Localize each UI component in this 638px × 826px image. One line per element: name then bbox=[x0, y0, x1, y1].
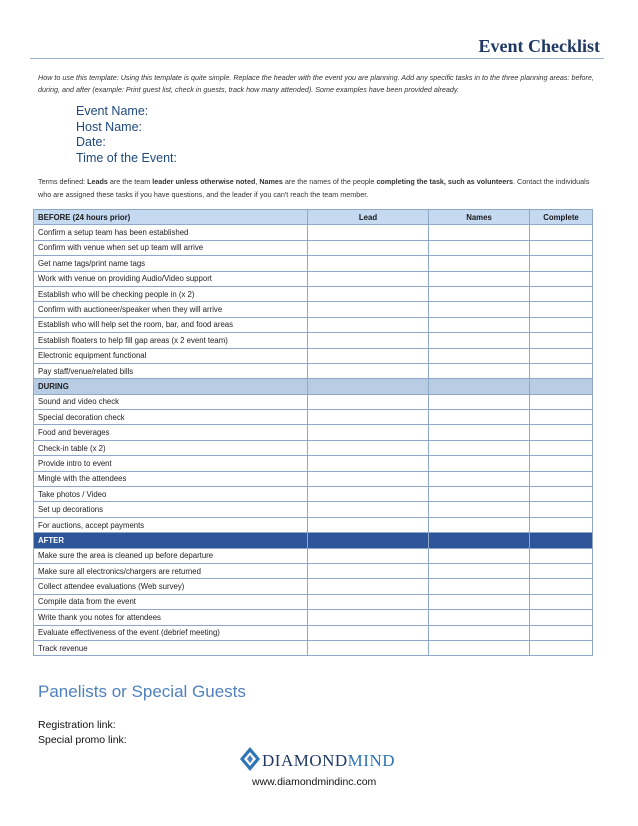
task-cell: Write thank you notes for attendees bbox=[34, 610, 308, 625]
terms-leads: Leads bbox=[87, 177, 108, 186]
task-cell: Confirm a setup team has been established bbox=[34, 225, 308, 240]
task-cell: Electronic equipment functional bbox=[34, 348, 308, 363]
names-cell[interactable] bbox=[429, 579, 530, 594]
lead-cell[interactable] bbox=[308, 594, 429, 609]
names-cell[interactable] bbox=[429, 286, 530, 301]
task-cell: Compile data from the event bbox=[34, 594, 308, 609]
task-cell: Make sure all electronics/chargers are returned bbox=[34, 563, 308, 578]
complete-cell[interactable] bbox=[530, 394, 593, 409]
complete-cell[interactable] bbox=[530, 333, 593, 348]
names-cell[interactable] bbox=[429, 471, 530, 486]
task-cell: Get name tags/print name tags bbox=[34, 256, 308, 271]
after-section-row bbox=[34, 533, 593, 548]
during-section-row-fill bbox=[308, 379, 429, 394]
complete-cell[interactable] bbox=[530, 594, 593, 609]
event-details bbox=[76, 104, 177, 166]
task-cell: Confirm with auctioneer/speaker when they will arrive bbox=[34, 302, 308, 317]
lead-cell[interactable] bbox=[308, 363, 429, 378]
names-cell[interactable] bbox=[429, 548, 530, 563]
brand-logo-part1: DIAMOND bbox=[262, 751, 348, 770]
task-cell: Evaluate effectiveness of the event (debrief meeting) bbox=[34, 625, 308, 640]
links-section bbox=[38, 718, 127, 748]
column-header-task: BEFORE (24 hours prior) bbox=[34, 210, 308, 225]
complete-cell[interactable] bbox=[530, 610, 593, 625]
names-cell[interactable] bbox=[429, 225, 530, 240]
complete-cell[interactable] bbox=[530, 286, 593, 301]
table-row bbox=[34, 640, 593, 655]
complete-cell[interactable] bbox=[530, 487, 593, 502]
task-cell: Work with venue on providing Audio/Video support bbox=[34, 271, 308, 286]
table-row bbox=[34, 363, 593, 378]
task-cell: Provide intro to event bbox=[34, 456, 308, 471]
table-row bbox=[34, 410, 593, 425]
lead-cell[interactable] bbox=[308, 640, 429, 655]
table-row bbox=[34, 625, 593, 640]
table-row bbox=[34, 456, 593, 471]
names-cell[interactable] bbox=[429, 348, 530, 363]
names-cell[interactable] bbox=[429, 502, 530, 517]
lead-cell[interactable] bbox=[308, 548, 429, 563]
table-row bbox=[34, 256, 593, 271]
lead-cell[interactable] bbox=[308, 317, 429, 332]
terms-names: Names bbox=[259, 177, 283, 186]
complete-cell[interactable] bbox=[530, 271, 593, 286]
lead-cell[interactable] bbox=[308, 440, 429, 455]
lead-cell[interactable] bbox=[308, 625, 429, 640]
lead-cell[interactable] bbox=[308, 256, 429, 271]
after-section-row-fill bbox=[530, 533, 593, 548]
lead-cell[interactable] bbox=[308, 394, 429, 409]
lead-cell[interactable] bbox=[308, 487, 429, 502]
lead-cell[interactable] bbox=[308, 333, 429, 348]
lead-cell[interactable] bbox=[308, 502, 429, 517]
complete-cell[interactable] bbox=[530, 579, 593, 594]
names-cell[interactable] bbox=[429, 256, 530, 271]
task-cell: Collect attendee evaluations (Web survey) bbox=[34, 579, 308, 594]
lead-cell[interactable] bbox=[308, 517, 429, 532]
during-section-row-label: DURING bbox=[34, 379, 308, 394]
complete-cell[interactable] bbox=[530, 317, 593, 332]
lead-cell[interactable] bbox=[308, 302, 429, 317]
table-row bbox=[34, 471, 593, 486]
table-row bbox=[34, 225, 593, 240]
task-cell: Establish who will help set the room, bar, and food areas bbox=[34, 317, 308, 332]
during-section-row-fill bbox=[530, 379, 593, 394]
complete-cell[interactable] bbox=[530, 471, 593, 486]
names-cell[interactable] bbox=[429, 317, 530, 332]
terms-suffix: . Contact the individuals who are assigned these tasks if you have questions, and the leader if you can't reach the team member. bbox=[38, 177, 590, 199]
task-cell: Establish who will be checking people in (x 2) bbox=[34, 286, 308, 301]
task-cell: Confirm with venue when set up team will arrive bbox=[34, 240, 308, 255]
names-cell[interactable] bbox=[429, 271, 530, 286]
task-cell: Sound and video check bbox=[34, 394, 308, 409]
table-row bbox=[34, 487, 593, 502]
table-row bbox=[34, 563, 593, 578]
lead-cell[interactable] bbox=[308, 563, 429, 578]
names-cell[interactable] bbox=[429, 610, 530, 625]
table-row bbox=[34, 594, 593, 609]
lead-cell[interactable] bbox=[308, 240, 429, 255]
task-cell: Check-in table (x 2) bbox=[34, 440, 308, 455]
table-row bbox=[34, 302, 593, 317]
brand-logo-text bbox=[262, 751, 395, 771]
column-header-complete: Complete bbox=[530, 210, 593, 225]
complete-cell[interactable] bbox=[530, 548, 593, 563]
complete-cell[interactable] bbox=[530, 640, 593, 655]
after-section-row-label: AFTER bbox=[34, 533, 308, 548]
complete-cell[interactable] bbox=[530, 502, 593, 517]
lead-cell[interactable] bbox=[308, 610, 429, 625]
complete-cell[interactable] bbox=[530, 240, 593, 255]
complete-cell[interactable] bbox=[530, 225, 593, 240]
table-row bbox=[34, 579, 593, 594]
names-cell[interactable] bbox=[429, 487, 530, 502]
table-row bbox=[34, 610, 593, 625]
table-row bbox=[34, 348, 593, 363]
table-row bbox=[34, 317, 593, 332]
names-cell[interactable] bbox=[429, 517, 530, 532]
table-row bbox=[34, 394, 593, 409]
during-section-row-fill bbox=[429, 379, 530, 394]
checklist-body bbox=[34, 225, 593, 656]
instructions-text: How to use this template: Using this template is quite simple. Replace the header with the event you are planning. Add any specific tasks in to the three planning areas: before, during, and after (example: Print guest list, check in guests, track how many attended). Some examples have been provided already. bbox=[38, 73, 594, 94]
lead-cell[interactable] bbox=[308, 579, 429, 594]
lead-cell[interactable] bbox=[308, 471, 429, 486]
table-row bbox=[34, 271, 593, 286]
task-cell: Mingle with the attendees bbox=[34, 471, 308, 486]
names-cell[interactable] bbox=[429, 594, 530, 609]
promo-link-label: Special promo link: bbox=[38, 734, 127, 746]
names-cell[interactable] bbox=[429, 625, 530, 640]
brand-logo-part2: MIND bbox=[347, 751, 396, 770]
lead-cell[interactable] bbox=[308, 456, 429, 471]
complete-cell[interactable] bbox=[530, 348, 593, 363]
names-cell[interactable] bbox=[429, 363, 530, 378]
table-row bbox=[34, 240, 593, 255]
page-title: Event Checklist bbox=[478, 36, 600, 56]
column-header-lead: Lead bbox=[308, 210, 429, 225]
registration-link-label: Registration link: bbox=[38, 719, 116, 731]
complete-cell[interactable] bbox=[530, 425, 593, 440]
task-cell: Food and beverages bbox=[34, 425, 308, 440]
table-row bbox=[34, 333, 593, 348]
table-row bbox=[34, 502, 593, 517]
date-field: Date: bbox=[76, 135, 106, 149]
complete-cell[interactable] bbox=[530, 625, 593, 640]
complete-cell[interactable] bbox=[530, 517, 593, 532]
names-cell[interactable] bbox=[429, 640, 530, 655]
names-cell[interactable] bbox=[429, 394, 530, 409]
table-row bbox=[34, 440, 593, 455]
table-row bbox=[34, 548, 593, 563]
complete-cell[interactable] bbox=[530, 363, 593, 378]
task-cell: Special decoration check bbox=[34, 410, 308, 425]
lead-cell[interactable] bbox=[308, 286, 429, 301]
lead-cell[interactable] bbox=[308, 225, 429, 240]
complete-cell[interactable] bbox=[530, 563, 593, 578]
names-cell[interactable] bbox=[429, 563, 530, 578]
task-cell: Track revenue bbox=[34, 640, 308, 655]
after-section-row-fill bbox=[308, 533, 429, 548]
terms-defined bbox=[38, 176, 598, 201]
terms-mid2: , bbox=[255, 177, 260, 186]
terms-mid3: are the names of the people bbox=[282, 177, 377, 186]
lead-cell[interactable] bbox=[308, 425, 429, 440]
task-cell: Pay staff/venue/related bills bbox=[34, 363, 308, 378]
lead-cell[interactable] bbox=[308, 271, 429, 286]
website-link[interactable]: www.diamondmindinc.com bbox=[252, 776, 377, 788]
complete-cell[interactable] bbox=[530, 440, 593, 455]
task-cell: Take photos / Video bbox=[34, 487, 308, 502]
during-section-row bbox=[34, 379, 593, 394]
title-divider bbox=[30, 58, 604, 59]
table-header-row bbox=[34, 210, 593, 225]
task-cell: Set up decorations bbox=[34, 502, 308, 517]
names-cell[interactable] bbox=[429, 456, 530, 471]
column-header-names: Names bbox=[429, 210, 530, 225]
after-section-row-fill bbox=[429, 533, 530, 548]
names-cell[interactable] bbox=[429, 410, 530, 425]
terms-prefix: Terms defined: bbox=[38, 177, 88, 186]
lead-cell[interactable] bbox=[308, 410, 429, 425]
names-cell[interactable] bbox=[429, 240, 530, 255]
task-cell: For auctions, accept payments bbox=[34, 517, 308, 532]
names-cell[interactable] bbox=[429, 440, 530, 455]
terms-mid1: are the team bbox=[107, 177, 153, 186]
task-cell: Establish floaters to help fill gap areas (x 2 event team) bbox=[34, 333, 308, 348]
names-cell[interactable] bbox=[429, 425, 530, 440]
host-name-field: Host Name: bbox=[76, 119, 142, 134]
checklist-table bbox=[33, 209, 593, 656]
lead-cell[interactable] bbox=[308, 348, 429, 363]
panelists-heading: Panelists or Special Guests bbox=[38, 682, 246, 701]
event-name-field: Event Name: bbox=[76, 104, 149, 118]
terms-leader-phrase: leader unless otherwise noted bbox=[152, 177, 256, 186]
table-row bbox=[34, 425, 593, 440]
names-cell[interactable] bbox=[429, 333, 530, 348]
complete-cell[interactable] bbox=[530, 456, 593, 471]
complete-cell[interactable] bbox=[530, 410, 593, 425]
task-cell: Make sure the area is cleaned up before departure bbox=[34, 548, 308, 563]
complete-cell[interactable] bbox=[530, 256, 593, 271]
table-row bbox=[34, 286, 593, 301]
time-field: Time of the Event: bbox=[76, 150, 177, 165]
names-cell[interactable] bbox=[429, 302, 530, 317]
complete-cell[interactable] bbox=[530, 302, 593, 317]
terms-completing-phrase: completing the task, such as volunteers bbox=[376, 177, 514, 186]
table-row bbox=[34, 517, 593, 532]
